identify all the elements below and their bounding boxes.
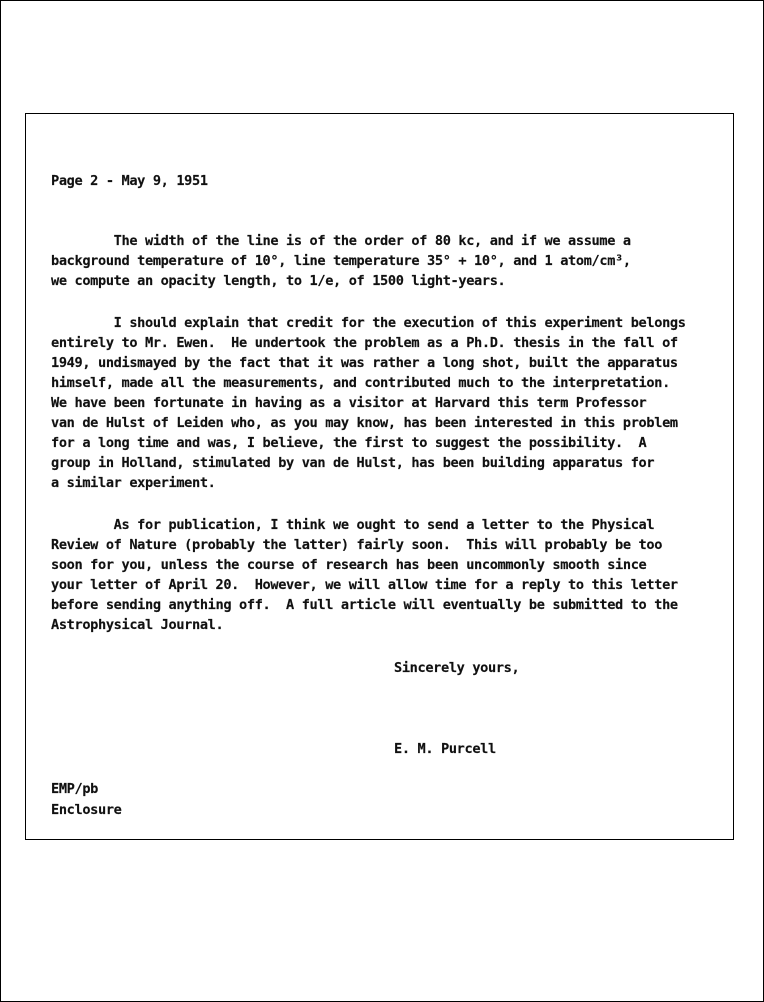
paragraph-line: himself, made all the measurements, and contributed much to the interpretation. <box>51 375 670 391</box>
paragraph-line: soon for you, unless the course of research has been uncommonly smooth since <box>51 557 647 573</box>
paragraph-line: van de Hulst of Leiden who, as you may know, has been interested in this problem <box>51 415 678 431</box>
closing-salutation: Sincerely yours, <box>394 660 520 676</box>
paragraph-line: We have been fortunate in having as a visitor at Harvard this term Professor <box>51 395 647 411</box>
paragraph-line: your letter of April 20. However, we will allow time for a reply to this letter <box>51 577 678 593</box>
paragraph-line: group in Holland, stimulated by van de Hulst, has been building apparatus for <box>51 455 655 471</box>
signer-name: E. M. Purcell <box>394 741 496 757</box>
paragraph-line: Review of Nature (probably the latter) fairly soon. This will probably be too <box>51 537 663 553</box>
paragraph-line: before sending anything off. A full article will eventually be submitted to the <box>51 597 678 613</box>
enclosure-note: Enclosure <box>51 802 122 818</box>
paragraph-line: The width of the line is of the order of 80 kc, and if we assume a <box>51 233 631 249</box>
paragraph-line: for a long time and was, I believe, the first to suggest the possibility. A <box>51 435 647 451</box>
paragraph-line: we compute an opacity length, to 1/e, of 1500 light-years. <box>51 273 506 289</box>
paragraph-line: As for publication, I think we ought to send a letter to the Physical <box>51 517 655 533</box>
paragraph-line: 1949, undismayed by the fact that it was rather a long shot, built the apparatus <box>51 355 678 371</box>
page-header: Page 2 - May 9, 1951 <box>51 173 208 189</box>
paragraph-line: I should explain that credit for the execution of this experiment belongs <box>51 315 686 331</box>
letter-page <box>25 113 734 840</box>
paragraph-line: a similar experiment. <box>51 475 216 491</box>
paragraph-line: entirely to Mr. Ewen. He undertook the problem as a Ph.D. thesis in the fall of <box>51 335 678 351</box>
typist-initials: EMP/pb <box>51 781 99 797</box>
paragraph-line: Astrophysical Journal. <box>51 617 224 633</box>
paragraph-line: background temperature of 10°, line temperature 35° + 10°, and 1 atom/cm³, <box>51 253 631 269</box>
